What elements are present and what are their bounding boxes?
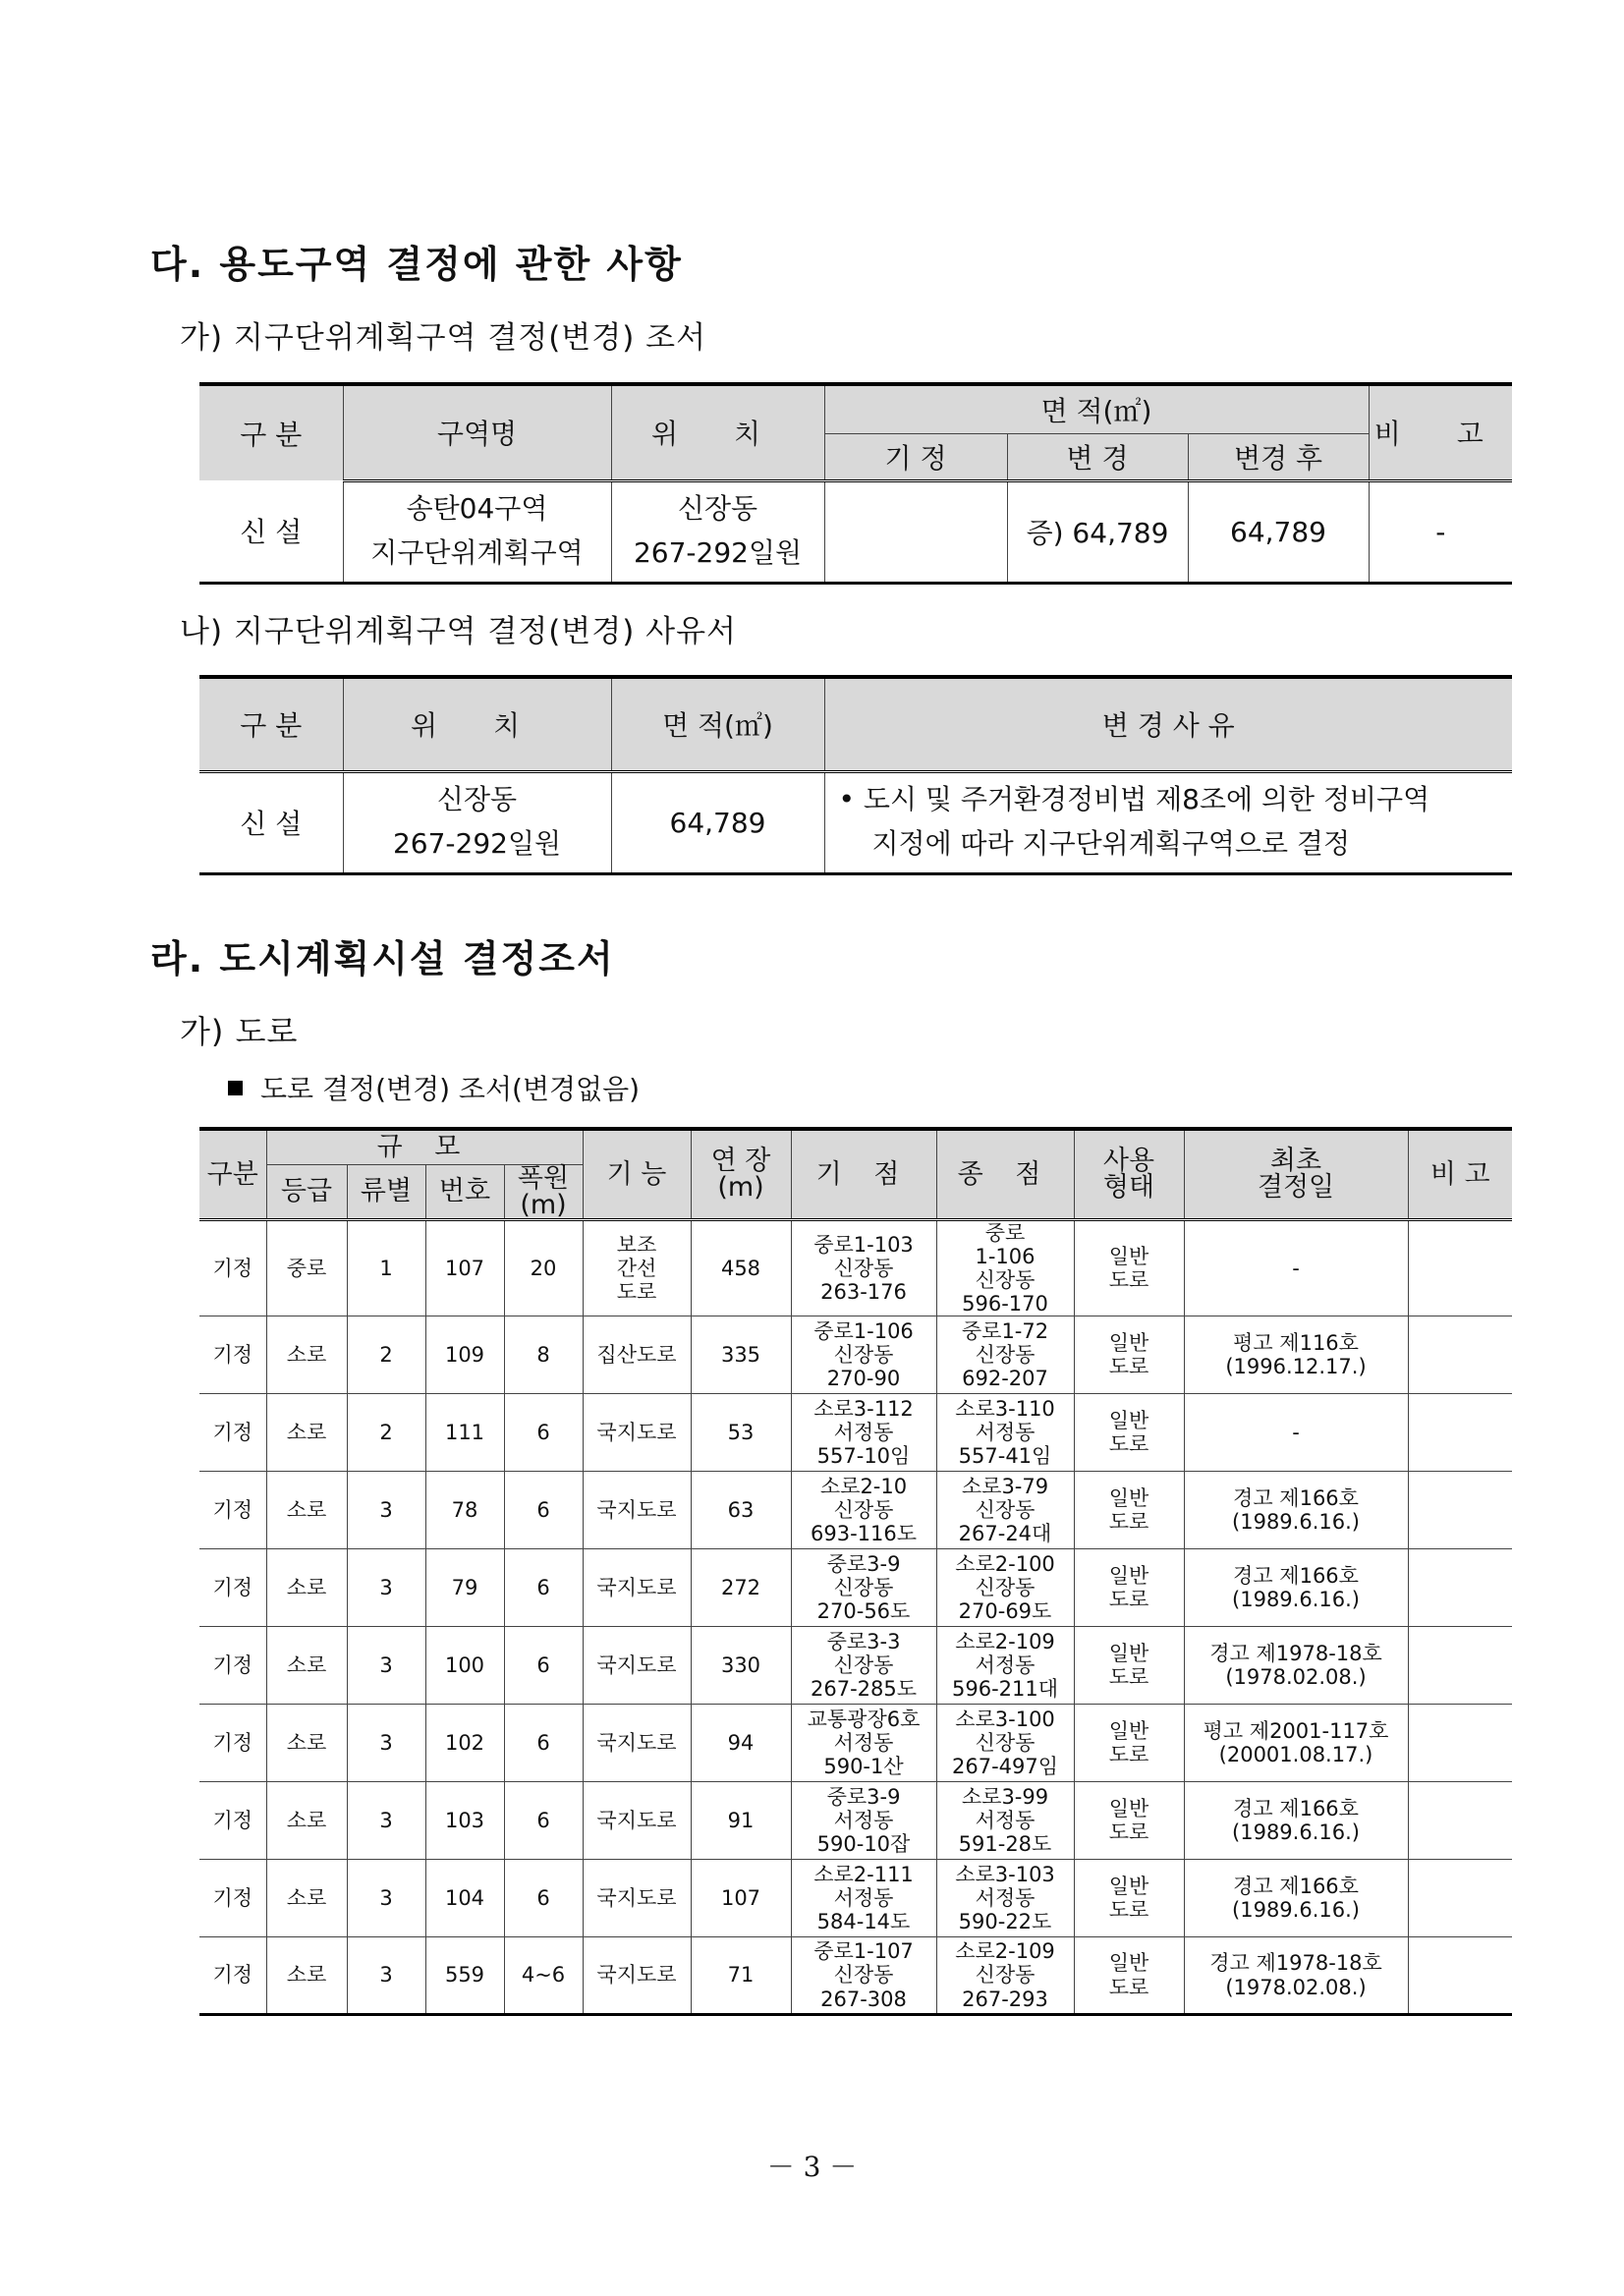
cell-number: 559 (425, 1937, 504, 2015)
header-reason: 변 경 사 유 (824, 677, 1512, 771)
cell-use-type: 일반 도로 (1074, 1316, 1184, 1394)
table-row (199, 480, 1512, 583)
cell-use-type: 일반 도로 (1074, 1860, 1184, 1937)
table-row (199, 1705, 1512, 1782)
cell-type: 3 (347, 1860, 425, 1937)
cell-width: 20 (504, 1219, 583, 1316)
header-note: 비 고 (1369, 384, 1512, 480)
cell-gubun: 기정 (199, 1627, 266, 1705)
cell-start-point: 소로3-112 서정동 557-10임 (791, 1394, 936, 1472)
cell-length: 458 (691, 1219, 791, 1316)
header-number: 번호 (425, 1164, 504, 1219)
cell-note (1408, 1627, 1512, 1705)
cell-type: 3 (347, 1705, 425, 1782)
cell-end-point: 중로 1-106 신장동 596-170 (936, 1219, 1074, 1316)
header-start-point: 기 점 (791, 1129, 936, 1219)
cell-first-decision: 경고 제1978-18호 (1978.02.08.) (1184, 1627, 1408, 1705)
cell-grade: 소로 (266, 1782, 347, 1860)
cell-function: 집산도로 (583, 1316, 691, 1394)
cell-end-point: 소로3-110 서정동 557-41임 (936, 1394, 1074, 1472)
cell-start-point: 중로1-103 신장동 263-176 (791, 1219, 936, 1316)
cell-note (1408, 1394, 1512, 1472)
table-row (199, 1860, 1512, 1937)
header-type: 류별 (347, 1164, 425, 1219)
cell-type: 3 (347, 1627, 425, 1705)
cell-length: 330 (691, 1627, 791, 1705)
cell-gubun: 신 설 (199, 771, 343, 873)
header-first-decision: 최초 결정일 (1184, 1129, 1408, 1219)
header-scale: 규 모 (266, 1129, 583, 1164)
cell-use-type: 일반 도로 (1074, 1219, 1184, 1316)
bullet-road-decision: 도로 결정(변경) 조서(변경없음) (228, 1068, 640, 1107)
subsection-title-na: 나) 지구단위계획구역 결정(변경) 사유서 (180, 614, 737, 649)
table-row (199, 1472, 1512, 1549)
cell-length: 71 (691, 1937, 791, 2015)
cell-first-decision: 경고 제166호 (1989.6.16.) (1184, 1549, 1408, 1627)
cell-note (1408, 1705, 1512, 1782)
header-gubun: 구분 (199, 1129, 266, 1219)
cell-width: 6 (504, 1705, 583, 1782)
cell-number: 107 (425, 1219, 504, 1316)
cell-after-change: 64,789 (1188, 480, 1369, 583)
cell-grade: 소로 (266, 1316, 347, 1394)
district-plan-reason-table (199, 675, 1512, 875)
header-function: 기 능 (583, 1129, 691, 1219)
cell-number: 111 (425, 1394, 504, 1472)
cell-first-decision: 경고 제166호 (1989.6.16.) (1184, 1860, 1408, 1937)
cell-note: - (1369, 480, 1512, 583)
cell-grade: 소로 (266, 1627, 347, 1705)
cell-end-point: 소로2-109 서정동 596-211대 (936, 1627, 1074, 1705)
cell-first-decision: 평고 제2001-117호 (20001.08.17.) (1184, 1705, 1408, 1782)
cell-note (1408, 1860, 1512, 1937)
cell-function: 국지도로 (583, 1705, 691, 1782)
cell-gubun: 신 설 (199, 480, 343, 583)
header-area-name: 구역명 (343, 384, 611, 480)
cell-width: 8 (504, 1316, 583, 1394)
cell-grade: 소로 (266, 1705, 347, 1782)
cell-note (1408, 1549, 1512, 1627)
cell-first-decision: 경고 제1978-18호 (1978.02.08.) (1184, 1937, 1408, 2015)
table-row (199, 1782, 1512, 1860)
cell-length: 63 (691, 1472, 791, 1549)
cell-note (1408, 1219, 1512, 1316)
header-after-change: 변경 후 (1188, 433, 1369, 480)
cell-width: 6 (504, 1472, 583, 1549)
cell-gubun: 기정 (199, 1219, 266, 1316)
table-row (199, 1937, 1512, 2015)
cell-type: 3 (347, 1549, 425, 1627)
header-gubun: 구 분 (199, 677, 343, 771)
header-area: 면 적(㎡) (824, 384, 1369, 433)
header-use-type: 사용 형태 (1074, 1129, 1184, 1219)
page-number: － 3 － (766, 2151, 858, 2183)
cell-length: 94 (691, 1705, 791, 1782)
cell-gubun: 기정 (199, 1860, 266, 1937)
cell-start-point: 중로1-107 신장동 267-308 (791, 1937, 936, 2015)
cell-end-point: 소로3-79 신장동 267-24대 (936, 1472, 1074, 1549)
cell-type: 3 (347, 1472, 425, 1549)
cell-width: 6 (504, 1627, 583, 1705)
cell-function: 국지도로 (583, 1549, 691, 1627)
cell-width: 6 (504, 1782, 583, 1860)
cell-function: 국지도로 (583, 1860, 691, 1937)
cell-use-type: 일반 도로 (1074, 1705, 1184, 1782)
cell-function: 국지도로 (583, 1937, 691, 2015)
cell-function: 국지도로 (583, 1627, 691, 1705)
header-location: 위 치 (343, 677, 611, 771)
cell-function: 국지도로 (583, 1394, 691, 1472)
cell-type: 2 (347, 1316, 425, 1394)
cell-number: 78 (425, 1472, 504, 1549)
table-row (199, 1549, 1512, 1627)
cell-area-name: 송탄04구역 지구단위계획구역 (343, 480, 611, 583)
table-row (199, 1627, 1512, 1705)
cell-end-point: 소로3-103 서정동 590-22도 (936, 1860, 1074, 1937)
cell-start-point: 소로2-10 신장동 693-116도 (791, 1472, 936, 1549)
cell-width: 6 (504, 1860, 583, 1937)
cell-use-type: 일반 도로 (1074, 1472, 1184, 1549)
cell-length: 53 (691, 1394, 791, 1472)
cell-type: 3 (347, 1937, 425, 2015)
table-row (199, 1219, 1512, 1316)
cell-start-point: 소로2-111 서정동 584-14도 (791, 1860, 936, 1937)
cell-gubun: 기정 (199, 1472, 266, 1549)
cell-use-type: 일반 도로 (1074, 1394, 1184, 1472)
cell-end-point: 중로1-72 신장동 692-207 (936, 1316, 1074, 1394)
road-decision-table (199, 1127, 1512, 2016)
cell-use-type: 일반 도로 (1074, 1782, 1184, 1860)
cell-gubun: 기정 (199, 1549, 266, 1627)
header-existing: 기 정 (824, 433, 1007, 480)
header-gubun: 구 분 (199, 384, 343, 480)
cell-end-point: 소로3-100 신장동 267-497임 (936, 1705, 1074, 1782)
subsection-title-road: 가) 도로 (180, 1013, 299, 1050)
cell-grade: 소로 (266, 1937, 347, 2015)
cell-first-decision: 경고 제166호 (1989.6.16.) (1184, 1782, 1408, 1860)
section-title-ra: 라. 도시계획시설 결정조서 (150, 937, 615, 980)
cell-first-decision: - (1184, 1219, 1408, 1316)
cell-number: 103 (425, 1782, 504, 1860)
cell-length: 107 (691, 1860, 791, 1937)
cell-end-point: 소로2-100 신장동 270-69도 (936, 1549, 1074, 1627)
cell-start-point: 중로3-9 서정동 590-10잡 (791, 1782, 936, 1860)
cell-number: 102 (425, 1705, 504, 1782)
cell-end-point: 소로3-99 서정동 591-28도 (936, 1782, 1074, 1860)
cell-first-decision: 경고 제166호 (1989.6.16.) (1184, 1472, 1408, 1549)
cell-use-type: 일반 도로 (1074, 1937, 1184, 2015)
header-change: 변 경 (1007, 433, 1188, 480)
header-location: 위 치 (611, 384, 824, 480)
cell-grade: 소로 (266, 1860, 347, 1937)
cell-number: 109 (425, 1316, 504, 1394)
cell-gubun: 기정 (199, 1316, 266, 1394)
cell-start-point: 중로3-9 신장동 270-56도 (791, 1549, 936, 1627)
cell-use-type: 일반 도로 (1074, 1549, 1184, 1627)
section-title-da: 다. 용도구역 결정에 관한 사항 (150, 243, 683, 286)
cell-grade: 소로 (266, 1472, 347, 1549)
cell-type: 1 (347, 1219, 425, 1316)
cell-type: 2 (347, 1394, 425, 1472)
table-row (199, 1316, 1512, 1394)
cell-start-point: 중로3-3 신장동 267-285도 (791, 1627, 936, 1705)
cell-first-decision: 평고 제116호 (1996.12.17.) (1184, 1316, 1408, 1394)
road-table-body (199, 1219, 1512, 2015)
cell-function: 국지도로 (583, 1782, 691, 1860)
table-row (199, 1394, 1512, 1472)
cell-gubun: 기정 (199, 1937, 266, 2015)
header-width: 폭원 (m) (504, 1164, 583, 1219)
cell-length: 91 (691, 1782, 791, 1860)
cell-start-point: 중로1-106 신장동 270-90 (791, 1316, 936, 1394)
cell-location: 신장동 267-292일원 (343, 771, 611, 873)
cell-note (1408, 1316, 1512, 1394)
cell-gubun: 기정 (199, 1705, 266, 1782)
cell-note (1408, 1782, 1512, 1860)
header-note: 비 고 (1408, 1129, 1512, 1219)
cell-number: 100 (425, 1627, 504, 1705)
cell-number: 79 (425, 1549, 504, 1627)
cell-width: 6 (504, 1394, 583, 1472)
cell-note (1408, 1937, 1512, 2015)
header-area: 면 적(㎡) (611, 677, 824, 771)
cell-width: 4~6 (504, 1937, 583, 2015)
cell-end-point: 소로2-109 신장동 267-293 (936, 1937, 1074, 2015)
cell-change: 증) 64,789 (1007, 480, 1188, 583)
cell-existing (824, 480, 1007, 583)
cell-length: 335 (691, 1316, 791, 1394)
header-grade: 등급 (266, 1164, 347, 1219)
cell-grade: 소로 (266, 1549, 347, 1627)
header-length: 연 장 (m) (691, 1129, 791, 1219)
cell-use-type: 일반 도로 (1074, 1627, 1184, 1705)
cell-start-point: 교통광장6호 서정동 590-1산 (791, 1705, 936, 1782)
cell-width: 6 (504, 1549, 583, 1627)
cell-type: 3 (347, 1782, 425, 1860)
cell-gubun: 기정 (199, 1394, 266, 1472)
cell-function: 보조 간선 도로 (583, 1219, 691, 1316)
cell-note (1408, 1472, 1512, 1549)
cell-location: 신장동 267-292일원 (611, 480, 824, 583)
cell-grade: 소로 (266, 1394, 347, 1472)
subsection-title-ga: 가) 지구단위계획구역 결정(변경) 조서 (180, 320, 707, 356)
cell-grade: 중로 (266, 1219, 347, 1316)
square-bullet-icon (228, 1081, 243, 1095)
cell-length: 272 (691, 1549, 791, 1627)
cell-reason: • 도시 및 주거환경정비법 제8조에 의한 정비구역 지정에 따라 지구단위계획구역으로 결정 (824, 771, 1512, 873)
cell-area: 64,789 (611, 771, 824, 873)
cell-gubun: 기정 (199, 1782, 266, 1860)
cell-number: 104 (425, 1860, 504, 1937)
cell-first-decision: - (1184, 1394, 1408, 1472)
table-row (199, 771, 1512, 873)
cell-function: 국지도로 (583, 1472, 691, 1549)
district-plan-decision-table (199, 382, 1512, 585)
header-end-point: 종 점 (936, 1129, 1074, 1219)
